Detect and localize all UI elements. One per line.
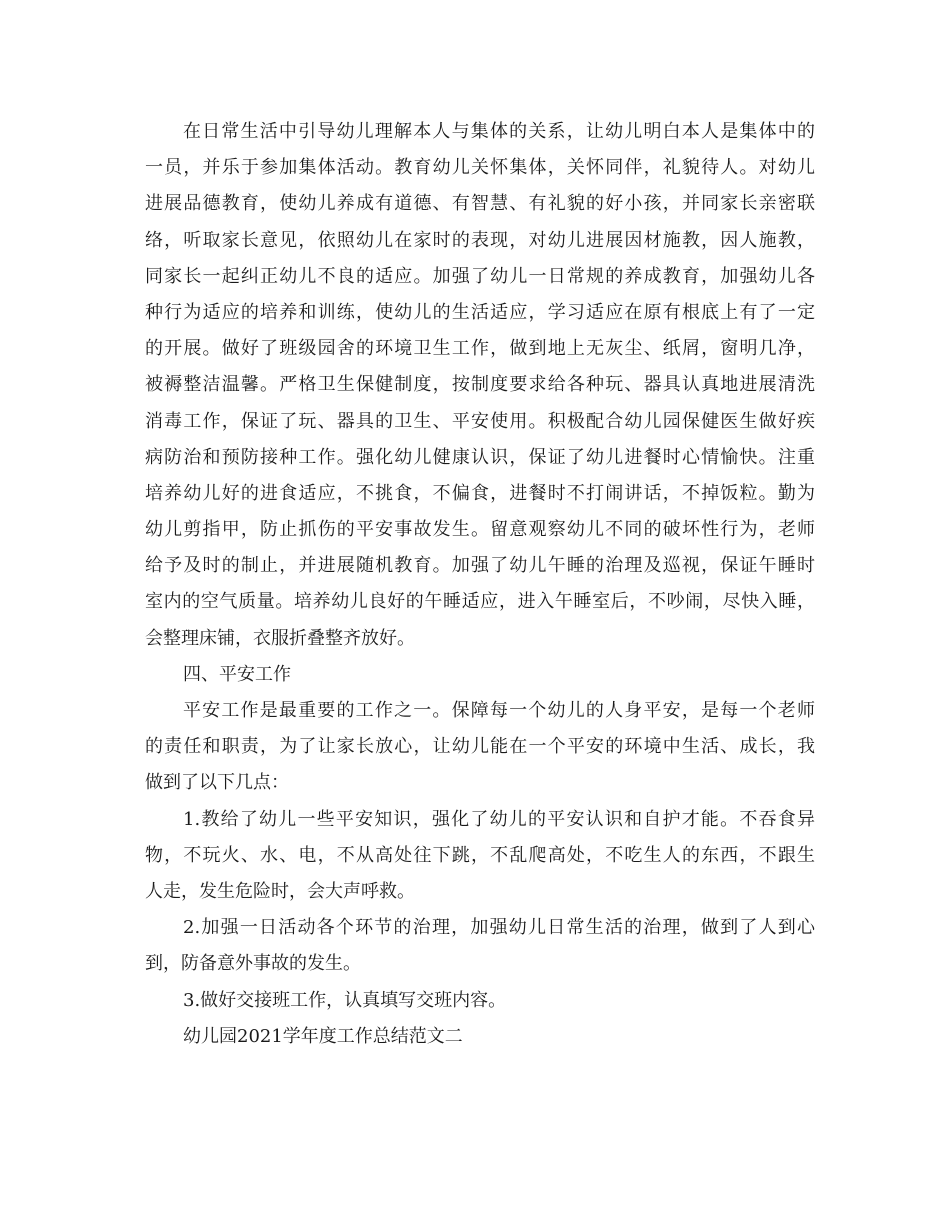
text-line: 的责任和职责，为了让家长放心，让幼儿能在一个平安的环境中生活、成长，我 xyxy=(145,736,815,758)
text-line: 幼儿剪指甲，防止抓伤的平安事故发生。留意观察幼儿不同的破坏性行为，老师 xyxy=(145,519,815,541)
text-line: 络，听取家长意见，依照幼儿在家时的表现，对幼儿进展因材施教，因人施教， xyxy=(145,229,815,251)
text-line: 会整理床铺，衣服折叠整齐放好。 xyxy=(145,627,415,649)
text-line: 种行为适应的培养和训练，使幼儿的生活适应，学习适应在原有根底上有了一定 xyxy=(145,301,815,323)
text-line: 到，防备意外事故的发生。 xyxy=(145,953,361,975)
text-line: 在日常生活中引导幼儿理解本人与集体的关系，让幼儿明白本人是集体中的 xyxy=(183,121,815,142)
text-line: 物，不玩火、水、电，不从高处往下跳，不乱爬高处，不吃生人的东西，不跟生 xyxy=(145,844,815,866)
text-line: 培养幼儿好的进食适应，不挑食，不偏食，进餐时不打闹讲话，不掉饭粒。勤为 xyxy=(145,482,815,504)
text-line: 的开展。做好了班级园舍的环境卫生工作，做到地上无灰尘、纸屑，窗明几净， xyxy=(145,338,815,360)
text-line: 平安工作是最重要的工作之一。保障每一个幼儿的人身平安，是每一个老师 xyxy=(183,700,815,721)
text-line: 病防治和预防接种工作。强化幼儿健康认识，保证了幼儿进餐时心情愉快。注重 xyxy=(145,446,815,468)
list-item xyxy=(145,910,815,982)
list-item: 3.做好交接班工作，认真填写交班内容。 xyxy=(183,989,507,1011)
text-line: 2.加强一日活动各个环节的治理，加强幼儿日常生活的治理，做到了人到心 xyxy=(183,917,815,939)
text-line: 被褥整洁温馨。严格卫生保健制度，按制度要求给各种玩、器具认真地进展清洗 xyxy=(145,374,815,396)
text-line: 进展品德教育，使幼儿养成有道德、有智慧、有礼貌的好小孩，并同家长亲密联 xyxy=(145,193,815,215)
section-title: 幼儿园2021学年度工作总结范文二 xyxy=(183,1025,463,1047)
paragraph-daily-life xyxy=(145,114,815,657)
text-line: 一员，并乐于参加集体活动。教育幼儿关怀集体，关怀同伴，礼貌待人。对幼儿 xyxy=(145,157,815,179)
text-line: 消毒工作，保证了玩、器具的卫生、平安使用。积极配合幼儿园保健医生做好疾 xyxy=(145,410,815,432)
document-body xyxy=(145,114,815,1055)
section-heading: 四、平安工作 xyxy=(183,663,291,685)
paragraph-safety-work xyxy=(145,693,815,802)
text-line: 室内的空气质量。培养幼儿良好的午睡适应，进入午睡室后，不吵闹，尽快入睡， xyxy=(145,591,815,613)
text-line: 人走，发生危险时，会大声呼救。 xyxy=(145,880,415,902)
text-line: 做到了以下几点： xyxy=(145,772,289,794)
text-line: 给予及时的制止，并进展随机教育。加强了幼儿午睡的治理及巡视，保证午睡时 xyxy=(145,555,815,577)
list-item xyxy=(145,802,815,911)
text-line: 同家长一起纠正幼儿不良的适应。加强了幼儿一日常规的养成教育，加强幼儿各 xyxy=(145,265,815,287)
text-line: 1.教给了幼儿一些平安知识，强化了幼儿的平安认识和自护才能。不吞食异 xyxy=(183,808,815,830)
